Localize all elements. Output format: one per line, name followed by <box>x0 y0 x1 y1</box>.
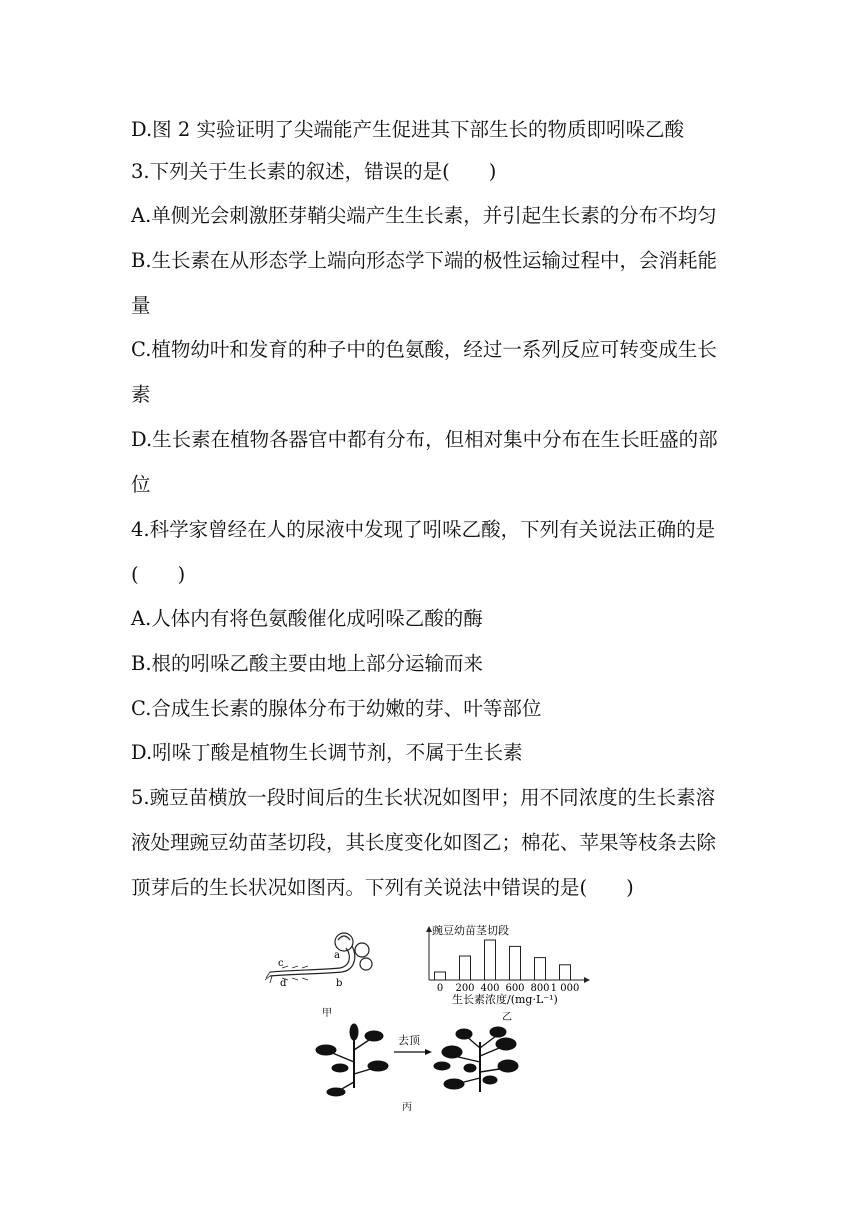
x-tick-label: 200 <box>455 983 475 994</box>
text-line: 顶芽后的生长状况如图丙。下列有关说法中错误的是( ) <box>131 876 634 899</box>
text-line: 液处理豌豆幼苗茎切段，其长度变化如图乙；棉花、苹果等枝条去除 <box>131 831 717 854</box>
label-d: d <box>280 978 287 989</box>
label-c: c <box>278 958 284 969</box>
text-line: B.生长素在从形态学上端向形态学下端的极性运输过程中，会消耗能 <box>131 249 718 272</box>
x-tick-label: 800 <box>530 983 550 994</box>
x-tick-label: 600 <box>505 983 525 994</box>
x-tick-label: 400 <box>480 983 500 994</box>
arrow-head <box>425 1049 432 1055</box>
text-line: D.图 2 实验证明了尖端能产生促进其下部生长的物质即吲哚乙酸 <box>131 118 684 141</box>
caption-bing: 丙 <box>402 1102 412 1113</box>
text-line: 5.豌豆苗横放一段时间后的生长状况如图甲；用不同浓度的生长素溶 <box>131 786 716 809</box>
text-line: 3.下列关于生长素的叙述，错误的是( ) <box>131 160 497 183</box>
plant-before-topping <box>316 1024 388 1096</box>
text-line: D.生长素在植物各器官中都有分布，但相对集中分布在生长旺盛的部 <box>131 428 718 451</box>
text-line: ( ) <box>131 563 186 586</box>
text-line: 位 <box>131 473 151 496</box>
text-line: C.合成生长素的腺体分布于幼嫩的芽、叶等部位 <box>131 697 542 720</box>
arrow-label: 去顶 <box>398 1034 420 1047</box>
bar <box>510 946 521 980</box>
caption-yi: 乙 <box>502 1012 512 1023</box>
text-line: A.人体内有将色氨酸催化成吲哚乙酸的酶 <box>131 607 483 630</box>
figure-yi-chart <box>418 920 598 1026</box>
text-line: 4.科学家曾经在人的尿液中发现了吲哚乙酸，下列有关说法正确的是 <box>131 518 716 541</box>
x-tick-label: 1 000 <box>550 983 580 994</box>
bar <box>435 972 446 980</box>
caption-jia: 甲 <box>322 1008 332 1019</box>
figure-jia <box>262 928 392 1024</box>
x-axis-label: 生长素浓度/(mg·L⁻¹) <box>452 993 558 1006</box>
text-line: 素 <box>131 383 151 406</box>
text-line: 量 <box>131 294 151 317</box>
x-axis-arrow <box>584 977 590 983</box>
bar <box>560 965 571 980</box>
bar <box>460 956 471 980</box>
plant-after-topping <box>434 1027 518 1092</box>
text-line: A.单侧光会刺激胚芽鞘尖端产生生长素，并引起生长素的分布不均匀 <box>131 204 717 227</box>
text-line: D.吲哚丁酸是植物生长调节剂，不属于生长素 <box>131 741 523 764</box>
figure-bing <box>312 1022 528 1118</box>
label-b: b <box>336 978 343 989</box>
bar <box>485 940 496 980</box>
text-line: C.植物幼叶和发育的种子中的色氨酸，经过一系列反应可转变成生长 <box>131 338 717 361</box>
bar <box>535 958 546 980</box>
x-tick-label: 0 <box>436 983 444 994</box>
chart-title: 豌豆幼苗茎切段 <box>432 924 509 937</box>
label-a: a <box>334 950 340 961</box>
text-line: B.根的吲哚乙酸主要由地上部分运输而来 <box>131 652 484 675</box>
